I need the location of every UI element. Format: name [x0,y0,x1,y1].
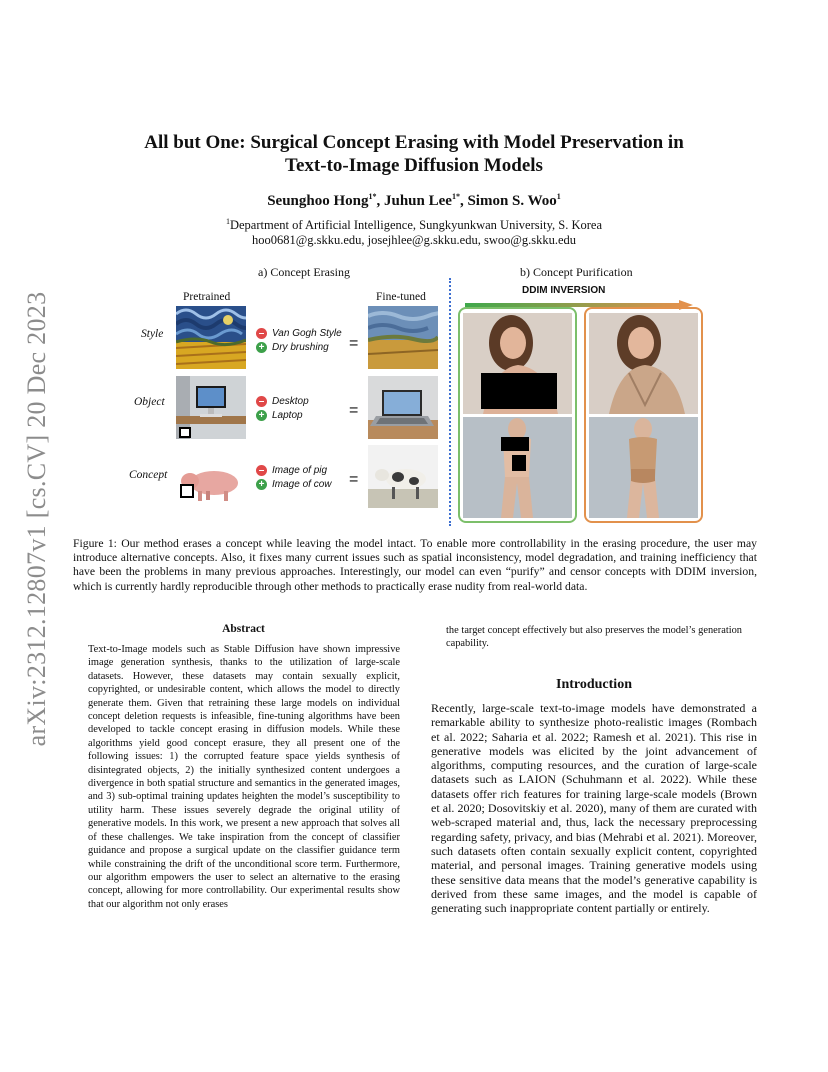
row-label-object: Object [134,396,165,408]
finetuned-object-image [368,376,438,439]
finetuned-style-image [368,306,438,369]
erase-prompt: Van Gogh Style [272,327,342,339]
author-name: Juhun Lee [384,193,452,209]
alternative-prompt: Dry brushing [272,341,329,353]
purified-portrait-image [589,313,698,414]
affiliation-department: Department of Artificial Intelligence, Sungkyunkwan University, S. Korea [229,218,602,232]
erase-prompt: Image of pig [272,464,328,476]
alternative-prompt: Image of cow [272,478,332,490]
panel-divider [449,278,451,526]
introduction-heading: Introduction [556,677,632,692]
alternative-prompt: Laptop [272,409,303,421]
minus-icon: – [256,465,267,476]
original-figure-image [463,417,572,518]
title-line-2: Text-to-Image Diffusion Models [285,155,543,176]
author-sup: 1* [368,192,377,201]
affiliation-emails: hoo0681@g.skku.edu, josejhlee@g.skku.edu, swoo@g.skku.edu [251,233,577,247]
equals-sign: = [349,335,359,352]
pretrained-concept-image [176,445,246,508]
panel-a-label: a) Concept Erasing [258,265,350,279]
prompt-group-object [256,394,309,422]
plus-icon: + [256,410,267,421]
author-list: Seunghoo Hong$^{1*}$, Juhun Lee$^{1*}$, Simon S. Woo$^1$ [267,192,561,209]
arxiv-id: arXiv:2312.12807v1 [cs.CV] 20 Dec 2023 [22,291,51,747]
purified-frame [584,307,703,523]
finetuned-label: Fine-tuned [376,291,426,303]
abstract-continuation: the target concept effectively but also preserves the model’s generation capability. [446,625,742,650]
panel-b-label: b) Concept Purification [520,265,633,279]
author-sup: 1 [556,192,561,201]
minus-icon: – [256,328,267,339]
figure-1 [0,0,828,530]
equals-sign: = [349,402,359,419]
arxiv-stamp [16,278,58,760]
pretrained-label: Pretrained [183,291,231,303]
introduction-body: Recently, large-scale text-to-image models have demonstrated a remarkable ability to synthesize photo-realistic images (Rombach et al. 2022; Saharia et al. 2022; Ramesh et al. 2021). This rise in generative models was elicited by the joint advancement of algorithms, computing resources, and the curation of large-scale datasets such as LAION (Schuhmann et al. 2022). While these datasets offer rich features for training large-scale models (Brown et al. 2020; Dosovitskiy et al. 2020), many of them are curated with web-scraped material and, thus, lack the necessary preprocessing regarding safety, privacy, and bias (Mehrabi et al. 2021). Moreover, such datasets often contain sexually explicit content, copyrighted material, and personal images. Training generative models using these sensitive data means that the model’s generative capability is derived from these same images, and the model is capable of generating such inappropriate content partially or entirely. [431,701,757,916]
paper-title [100,131,728,177]
finetuned-concept-image [368,445,438,508]
affiliation-sup: 1 [225,216,230,226]
plus-icon: + [256,342,267,353]
row-label-concept: Concept [129,469,168,481]
pretrained-object-image [176,376,246,439]
author-sup: 1* [451,192,460,201]
figure-caption: Figure 1: Our method erases a concept while leaving the model intact. To enable more controllability in the erasing procedure, the user may introduce alternative concepts. Also, it fixes many current issues such as spatial inconsistency, model degradation, and training inefficiency that have been the problems in many previous approaches. Interestingly, our model can even “purify” and censor concepts with DDIM inversion, which is currently hardly reproducible through other methods to practically erase nudity from real-world data. [73,537,757,593]
prompt-group-concept [256,463,331,491]
original-portrait-image [463,313,572,414]
row-label-style: Style [141,328,164,340]
minus-icon: – [256,396,267,407]
ddim-inversion-label: DDIM INVERSION [522,285,606,296]
erase-prompt: Desktop [272,395,309,407]
ddim-arrow [465,297,693,307]
abstract-body: Text-to-Image models such as Stable Diffusion have shown impressive image generation synthesis, thanks to the utilization of large-scale datasets. However, these datasets may contain sexually explicit, copyrighted, or undesirable content, which allows the model to directly generate them. Given that retraining these large models on individual concept deletion requests is infeasible, fine-tuning algorithms have been developed to tackle concept erasing in diffusion models. While these algorithms yield good concept erasure, they all present one of the following issues: 1) the corrupted feature space yields synthesis of disintegrated objects, 2) the initially synthesized content undergoes a divergence in both spatial structure and semantics in the generated images, and 3) sub-optimal training updates heighten the model’s susceptibility to utility harm. These issues severely degrade the original utility of generative models. In this work, we present a new approach that solves all of these challenges. We take inspiration from the concept of classifier guidance and propose a surgical update on the classifier guidance term while constraining the drift of the unconditional score term. Furthermore, our algorithm empowers the user to select an alternative to the erasing concept, allowing for more controllability. Our experimental results show that our algorithm not only erases [88,644,400,910]
pretrained-style-image [176,306,246,369]
abstract-heading: Abstract [222,623,265,635]
plus-icon: + [256,479,267,490]
affiliation [100,218,728,248]
title-line-1: All but One: Surgical Concept Erasing with Model Preservation in [144,132,684,153]
equals-sign: = [349,471,359,488]
original-frame [458,307,577,523]
purified-figure-image [589,417,698,518]
prompt-group-style [256,326,342,354]
author-name: Simon S. Woo [467,193,557,209]
author-name: Seunghoo Hong [267,193,369,209]
